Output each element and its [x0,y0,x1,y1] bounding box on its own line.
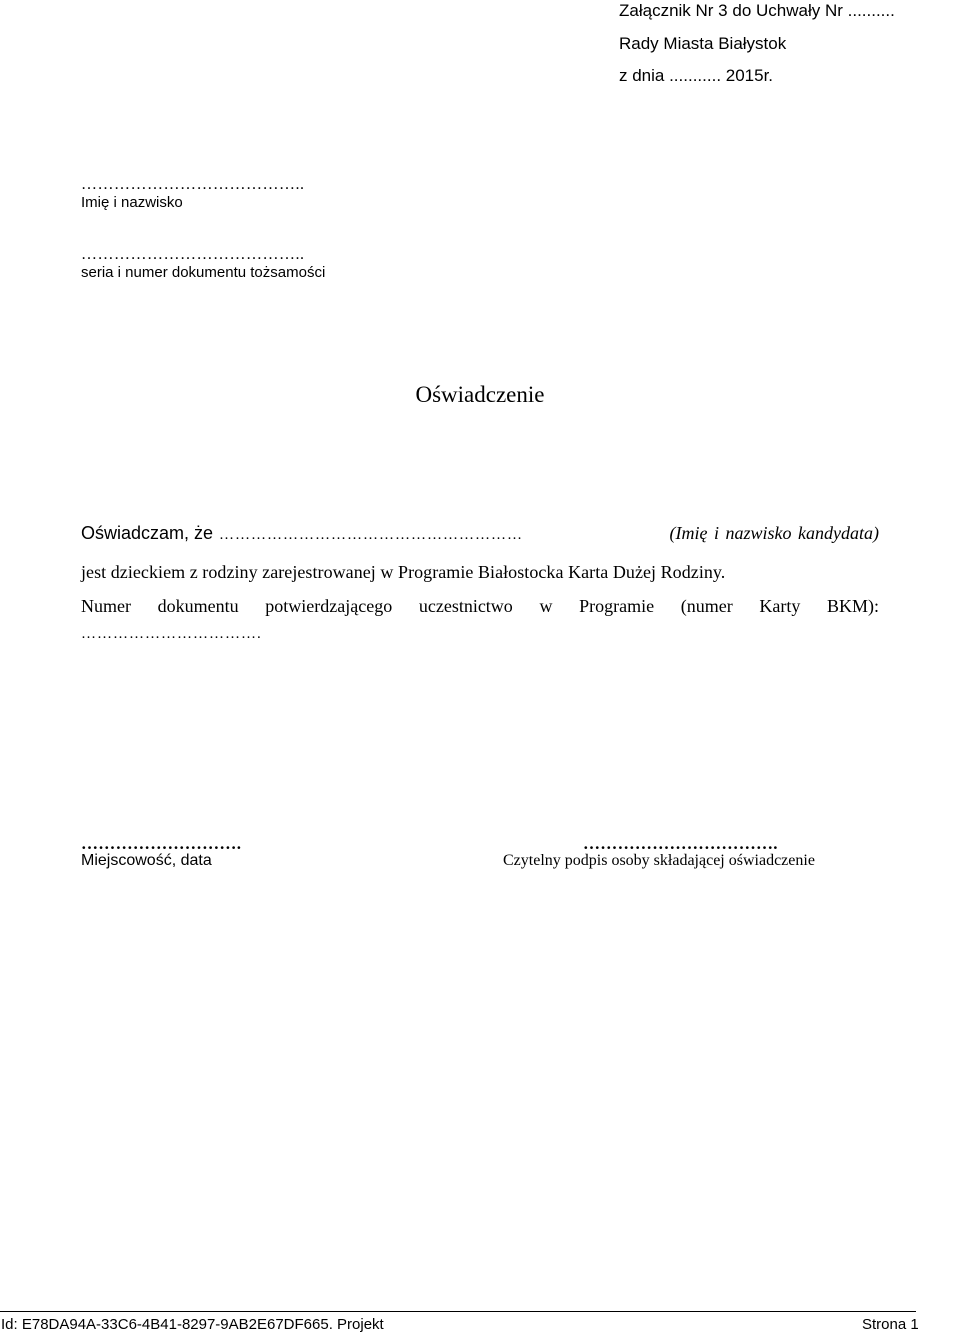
card-number-blank: ……………………………. [81,626,262,642]
document-field-label: seria i numer dokumentu tożsamości [81,264,326,281]
place-date-label: Miejscowość, data [81,852,212,869]
page-title: Oświadczenie [415,382,545,407]
statement-lead: Oświadczam, że [81,523,214,543]
statement-line-3: Numer dokumentu potwierdzającego uczestnictwo w Programie (numer Karty BKM): [81,596,879,616]
council-name: Rady Miasta Białystok [619,34,787,53]
name-field-label: Imię i nazwisko [81,194,183,211]
document-dotted-line: ………………………………….. [81,246,305,263]
candidate-name-blank: ………………………………………………… [219,527,524,543]
footer-divider [0,1311,916,1312]
place-date-dotted-line: ………………………. [81,834,242,853]
statement-line-1 [81,523,879,544]
page-number: Strona 1 [862,1316,919,1333]
name-dotted-line: ………………………………….. [81,176,305,193]
statement-line-2: jest dzieckiem z rodziny zarejestrowanej w Programie Białostocka Karta Dużej Rodziny. [81,562,726,582]
candidate-name-hint: (Imię i nazwisko kandydata) [669,523,879,543]
document-id: Id: E78DA94A-33C6-4B41-8297-9AB2E67DF665. Projekt [1,1316,384,1333]
signature-dotted-line: ……………………………. [583,834,778,853]
resolution-date: z dnia ........... 2015r. [619,66,774,85]
attachment-header-line: Załącznik Nr 3 do Uchwały Nr .......... [619,1,895,20]
signature-label: Czytelny podpis osoby składającej oświadczenie [503,852,815,869]
